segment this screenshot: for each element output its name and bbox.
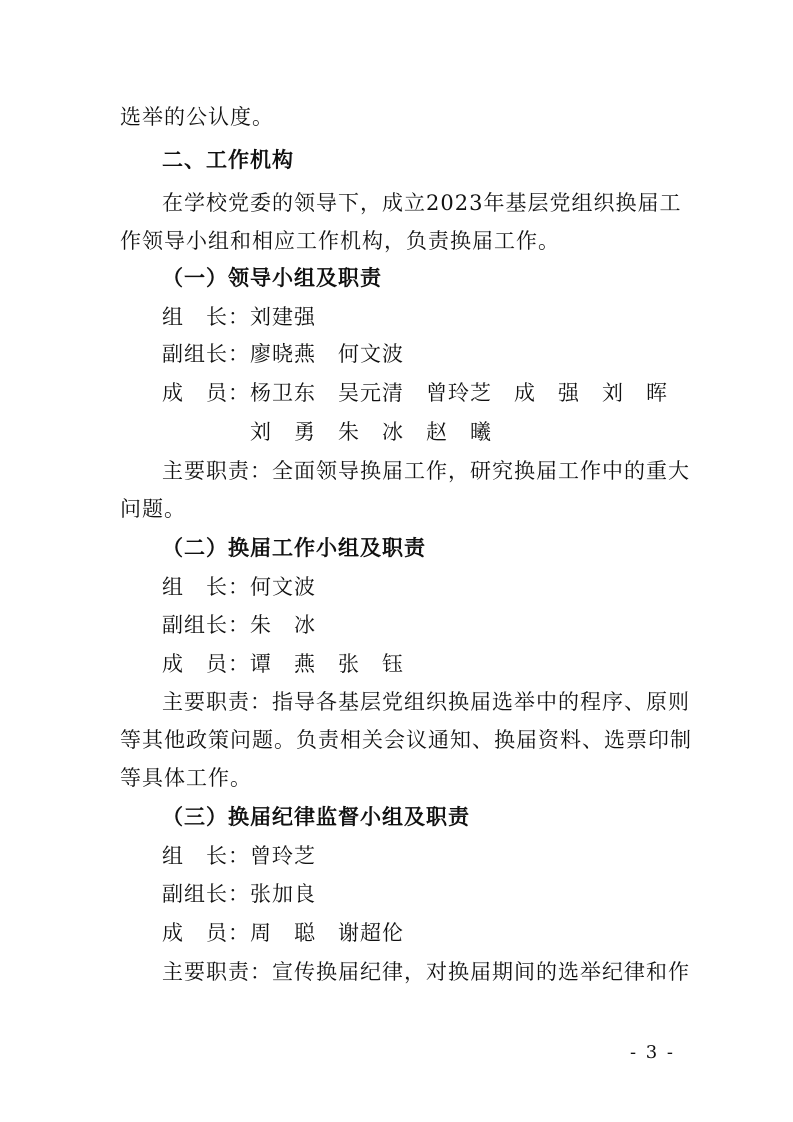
subsection-heading: （二）换届工作小组及职责 (162, 536, 426, 560)
text-line: 选举的公认度。 (120, 105, 274, 129)
subsection-heading: （三）换届纪律监督小组及职责 (162, 805, 470, 829)
leader-line: 组 长：何文波 (162, 575, 316, 599)
deputy-line: 副组长：张加良 (162, 882, 316, 906)
duty-line: 主要职责：全面领导换届工作，研究换届工作中的重大 (162, 459, 690, 483)
paragraph-line: 作领导小组和相应工作机构，负责换届工作。 (120, 229, 560, 253)
leader-line: 组 长：刘建强 (162, 305, 316, 329)
paragraph-line: 在学校党委的领导下，成立2023年基层党组织换届工 (162, 191, 682, 215)
section-heading: 二、工作机构 (162, 148, 294, 172)
members-line: 刘 勇 朱 冰 赵 曦 (250, 420, 492, 444)
members-line: 成 员：周 聪 谢超伦 (162, 921, 404, 945)
duty-line: 问题。 (120, 497, 186, 521)
duty-line: 主要职责：指导各基层党组织换届选举中的程序、原则 (162, 690, 690, 714)
duty-line: 主要职责：宣传换届纪律，对换届期间的选举纪律和作 (162, 960, 690, 984)
subsection-heading: （一）领导小组及职责 (162, 266, 382, 290)
deputy-line: 副组长：朱 冰 (162, 613, 316, 637)
leader-line: 组 长：曾玲芝 (162, 844, 316, 868)
duty-line: 等其他政策问题。负责相关会议通知、换届资料、选票印制 (120, 728, 692, 752)
duty-line: 等具体工作。 (120, 766, 252, 790)
members-line: 成 员：杨卫东 吴元清 曾玲芝 成 强 刘 晖 (162, 381, 668, 405)
page-number: - 3 - (629, 1042, 675, 1063)
members-line: 成 员：谭 燕 张 钰 (162, 652, 404, 676)
deputy-line: 副组长：廖晓燕 何文波 (162, 342, 404, 366)
